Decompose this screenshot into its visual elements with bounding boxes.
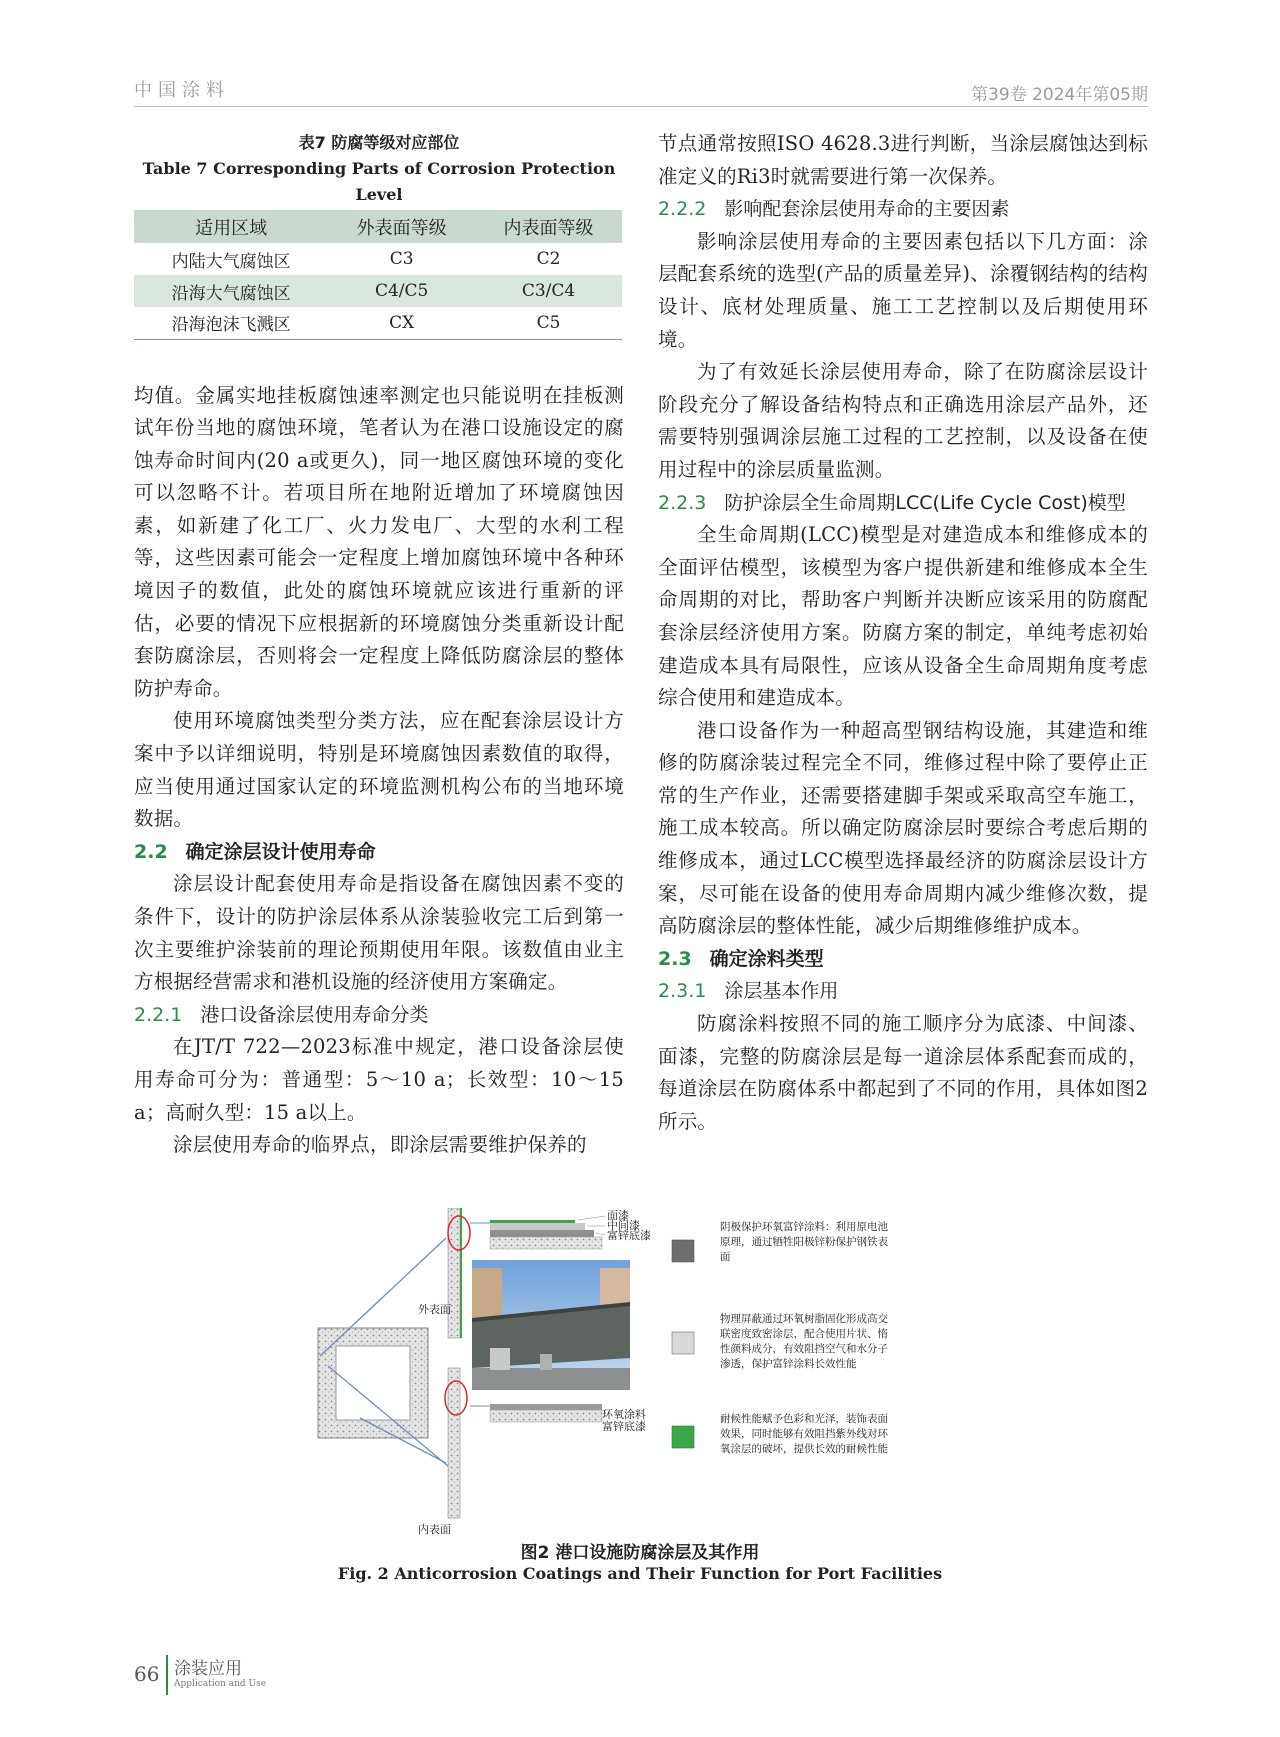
paragraph: 为了有效延长涂层使用寿命，除了在防腐涂层设计阶段充分了解设备结构特点和正确选用涂层产品外，还需要特别强调涂层施工过程的工艺控制，以及设备在使用过程中的涂层质量监测。 bbox=[658, 360, 1148, 481]
table-cell: C4/C5 bbox=[328, 275, 475, 307]
paragraph: 防腐涂料按照不同的施工顺序分为底漆、中间漆、面漆，完整的防腐涂层是每一道涂层体系配套而成的，每道涂层在防腐体系中都起到了不同的作用，具体如图2所示。 bbox=[658, 1012, 1148, 1133]
paragraph: 均值。金属实地挂板腐蚀速率测定也只能说明在挂板测试年份当地的腐蚀环境，笔者认为在港口设施设定的腐蚀寿命时间内(20 a或更久)，同一地区腐蚀环境的变化可以忽略不计。若项目所在地附近增加了环境腐蚀因素，如新建了化工厂、火力发电厂、大型的水利工程等，这些因素可能会一定程度上增加腐蚀环境中各种环境因子的数值，此处的腐蚀环境就应该进行重新的评估，必要的情况下应根据新的环境腐蚀分类重新设计配套防腐涂层，否则将会一定程度上降低防腐涂层的整体防护寿命。 bbox=[134, 383, 624, 700]
label-primer-inner: 富锌底漆 bbox=[602, 1420, 646, 1433]
steel-substrate bbox=[490, 1237, 602, 1249]
table-caption-en: Table 7 Corresponding Parts of Corrosion Protection Level bbox=[142, 159, 616, 204]
section-title: 港口设备涂层使用寿命分类 bbox=[200, 1003, 429, 1026]
label-primer: 富锌底漆 bbox=[607, 1229, 651, 1242]
table-cell: 沿海大气腐蚀区 bbox=[134, 275, 328, 307]
steel-substrate-inner bbox=[490, 1410, 602, 1422]
label-intermediate: 中间漆 bbox=[607, 1219, 640, 1232]
section-number: 2.3 bbox=[658, 947, 692, 970]
header-rule bbox=[134, 106, 1148, 107]
table-cell: C3/C4 bbox=[475, 275, 622, 307]
legend-swatch-green bbox=[672, 1426, 694, 1448]
legend-text-weathering: 耐候性能赋予色彩和光泽，装饰表面效果，同时能够有效阻挡紫外线对环氧涂层的破坏，提供长效的耐候性能 bbox=[720, 1413, 888, 1455]
paragraph: 节点通常按照ISO 4628.3进行判断，当涂层腐蚀达到标准定义的Ri3时就需要进行第一次保养。 bbox=[658, 132, 1148, 188]
table-cell: C2 bbox=[536, 249, 561, 269]
table-cell: C5 bbox=[536, 312, 561, 333]
table-cell: C3 bbox=[389, 249, 414, 269]
section-number: 2.3.1 bbox=[658, 980, 707, 1003]
legend-swatch-light bbox=[672, 1332, 694, 1354]
footer-section-cn: 涂装应用 bbox=[174, 1659, 242, 1679]
footer-section-en: Application and Use bbox=[174, 1679, 267, 1689]
table-row bbox=[134, 275, 622, 307]
table-header: 适用区域 bbox=[134, 210, 328, 243]
table-row bbox=[134, 307, 622, 339]
legend-swatch-dark bbox=[672, 1240, 694, 1262]
paragraph: 涂层设计配套使用寿命是指设备在腐蚀因素不变的条件下，设计的防护涂层体系从涂装验收完工后到第一次主要维护涂装前的理论预期使用年限。该数值由业主方根据经营需求和港机设施的经济使用方案确定。 bbox=[134, 872, 624, 994]
label-inner-surface: 内表面 bbox=[418, 1523, 451, 1536]
paragraph: 在JT/T 722—2023标准中规定，港口设备涂层使用寿命可分为：普通型：5～10 a；长效型：10～15 a；高耐久型：15 a以上。 bbox=[134, 1035, 624, 1124]
figure-caption-cn: 图2 港口设施防腐涂层及其作用 bbox=[520, 1543, 760, 1563]
right-column bbox=[658, 128, 1148, 1138]
table-cell: 沿海泡沫飞溅区 bbox=[171, 315, 291, 336]
section-number: 2.2 bbox=[134, 840, 168, 863]
table-header: 外表面等级 bbox=[328, 210, 475, 243]
label-topcoat: 面漆 bbox=[607, 1209, 629, 1222]
subsection-heading bbox=[658, 975, 1148, 1008]
page-number: 66 bbox=[134, 1662, 160, 1686]
section-heading bbox=[658, 943, 1148, 976]
label-outer-surface: 外表面 bbox=[418, 1303, 451, 1316]
paragraph: 使用环境腐蚀类型分类方法，应在配套涂层设计方案中予以详细说明，特别是环境腐蚀因素数值的取得，应当使用通过国家认定的环境监测机构公布的当地环境数据。 bbox=[134, 709, 624, 831]
subsection-heading bbox=[134, 999, 624, 1032]
paragraph: 涂层使用寿命的临界点，即涂层需要维护保养的 bbox=[173, 1133, 587, 1157]
section-title: 涂层基本作用 bbox=[724, 980, 839, 1003]
protection-level-table bbox=[134, 210, 622, 340]
section-title: 防护涂层全生命周期LCC(Life Cycle Cost)模型 bbox=[724, 491, 1126, 514]
label-epoxy: 环氧涂料 bbox=[602, 1408, 646, 1421]
legend-text-cathodic: 阴极保护环氧富锌涂料：利用原电池原理，通过牺牲阳极锌粉保护钢铁表面 bbox=[720, 1221, 888, 1263]
table-header: 内表面等级 bbox=[475, 210, 622, 243]
table-caption-cn: 表7 防腐等级对应部位 bbox=[298, 133, 460, 152]
section-title: 确定涂层设计使用寿命 bbox=[185, 840, 376, 863]
issue-info: 第39卷 2024年第05期 bbox=[971, 85, 1148, 105]
journal-name: 中国涂料 bbox=[134, 80, 230, 101]
paragraph: 影响涂层使用寿命的主要因素包括以下几方面：涂层配套系统的选型(产品的质量差异)、涂覆钢结构的结构设计、底材处理质量、施工工艺控制以及后期使用环境。 bbox=[658, 229, 1148, 351]
inner-plate bbox=[448, 1368, 460, 1518]
paragraph: 港口设备作为一种超高型钢结构设施，其建造和维修的防腐涂装过程完全不同，维修过程中除了要停止正常的生产作业，还需要搭建脚手架或采取高空车施工，施工成本较高。所以确定防腐涂层时要综合考虑后期的维修成本，通过LCC模型选择最经济的防腐涂层设计方案，尽可能在设备的使用寿命周期内减少维修次数，提高防腐涂层的整体性能，减少后期维修维护成本。 bbox=[658, 718, 1148, 938]
table-row bbox=[134, 243, 622, 275]
section-number: 2.2.2 bbox=[658, 198, 707, 221]
paragraph: 全生命周期(LCC)模型是对建造成本和维修成本的全面评估模型，该模型为客户提供新建和维修成本全生命周期的对比，帮助客户判断并决断应该采用的防腐配套涂层经济使用方案。防腐方案的制定，单纯考虑初始建造成本具有局限性，应该从设备全生命周期角度考虑综合使用和建造成本。 bbox=[658, 523, 1148, 710]
outer-plate bbox=[448, 1208, 460, 1338]
subsection-heading bbox=[658, 487, 1148, 520]
footer-divider bbox=[166, 1655, 168, 1695]
section-title: 确定涂料类型 bbox=[709, 947, 824, 970]
figure-caption-en: Fig. 2 Anticorrosion Coatings and Their Function for Port Facilities bbox=[337, 1564, 943, 1583]
section-title: 影响配套涂层使用寿命的主要因素 bbox=[724, 198, 1010, 221]
coating-figure bbox=[300, 1208, 1000, 1538]
section-heading bbox=[134, 836, 624, 869]
subsection-heading bbox=[658, 193, 1148, 226]
section-number: 2.2.1 bbox=[134, 1003, 183, 1026]
table-cell: 内陆大气腐蚀区 bbox=[171, 251, 291, 272]
coating-diagram bbox=[300, 1208, 1000, 1538]
section-number: 2.2.3 bbox=[658, 491, 707, 514]
left-column bbox=[134, 128, 624, 1162]
legend-text-barrier: 物理屏蔽通过环氧树脂固化形成高交联密度致密涂层，配合使用片状、惰性颜料成分，有效阻挡空气和水分子渗透，保护富锌涂料长效性能 bbox=[720, 1313, 888, 1370]
table-cell: CX bbox=[389, 312, 415, 333]
port-photo bbox=[472, 1260, 630, 1390]
